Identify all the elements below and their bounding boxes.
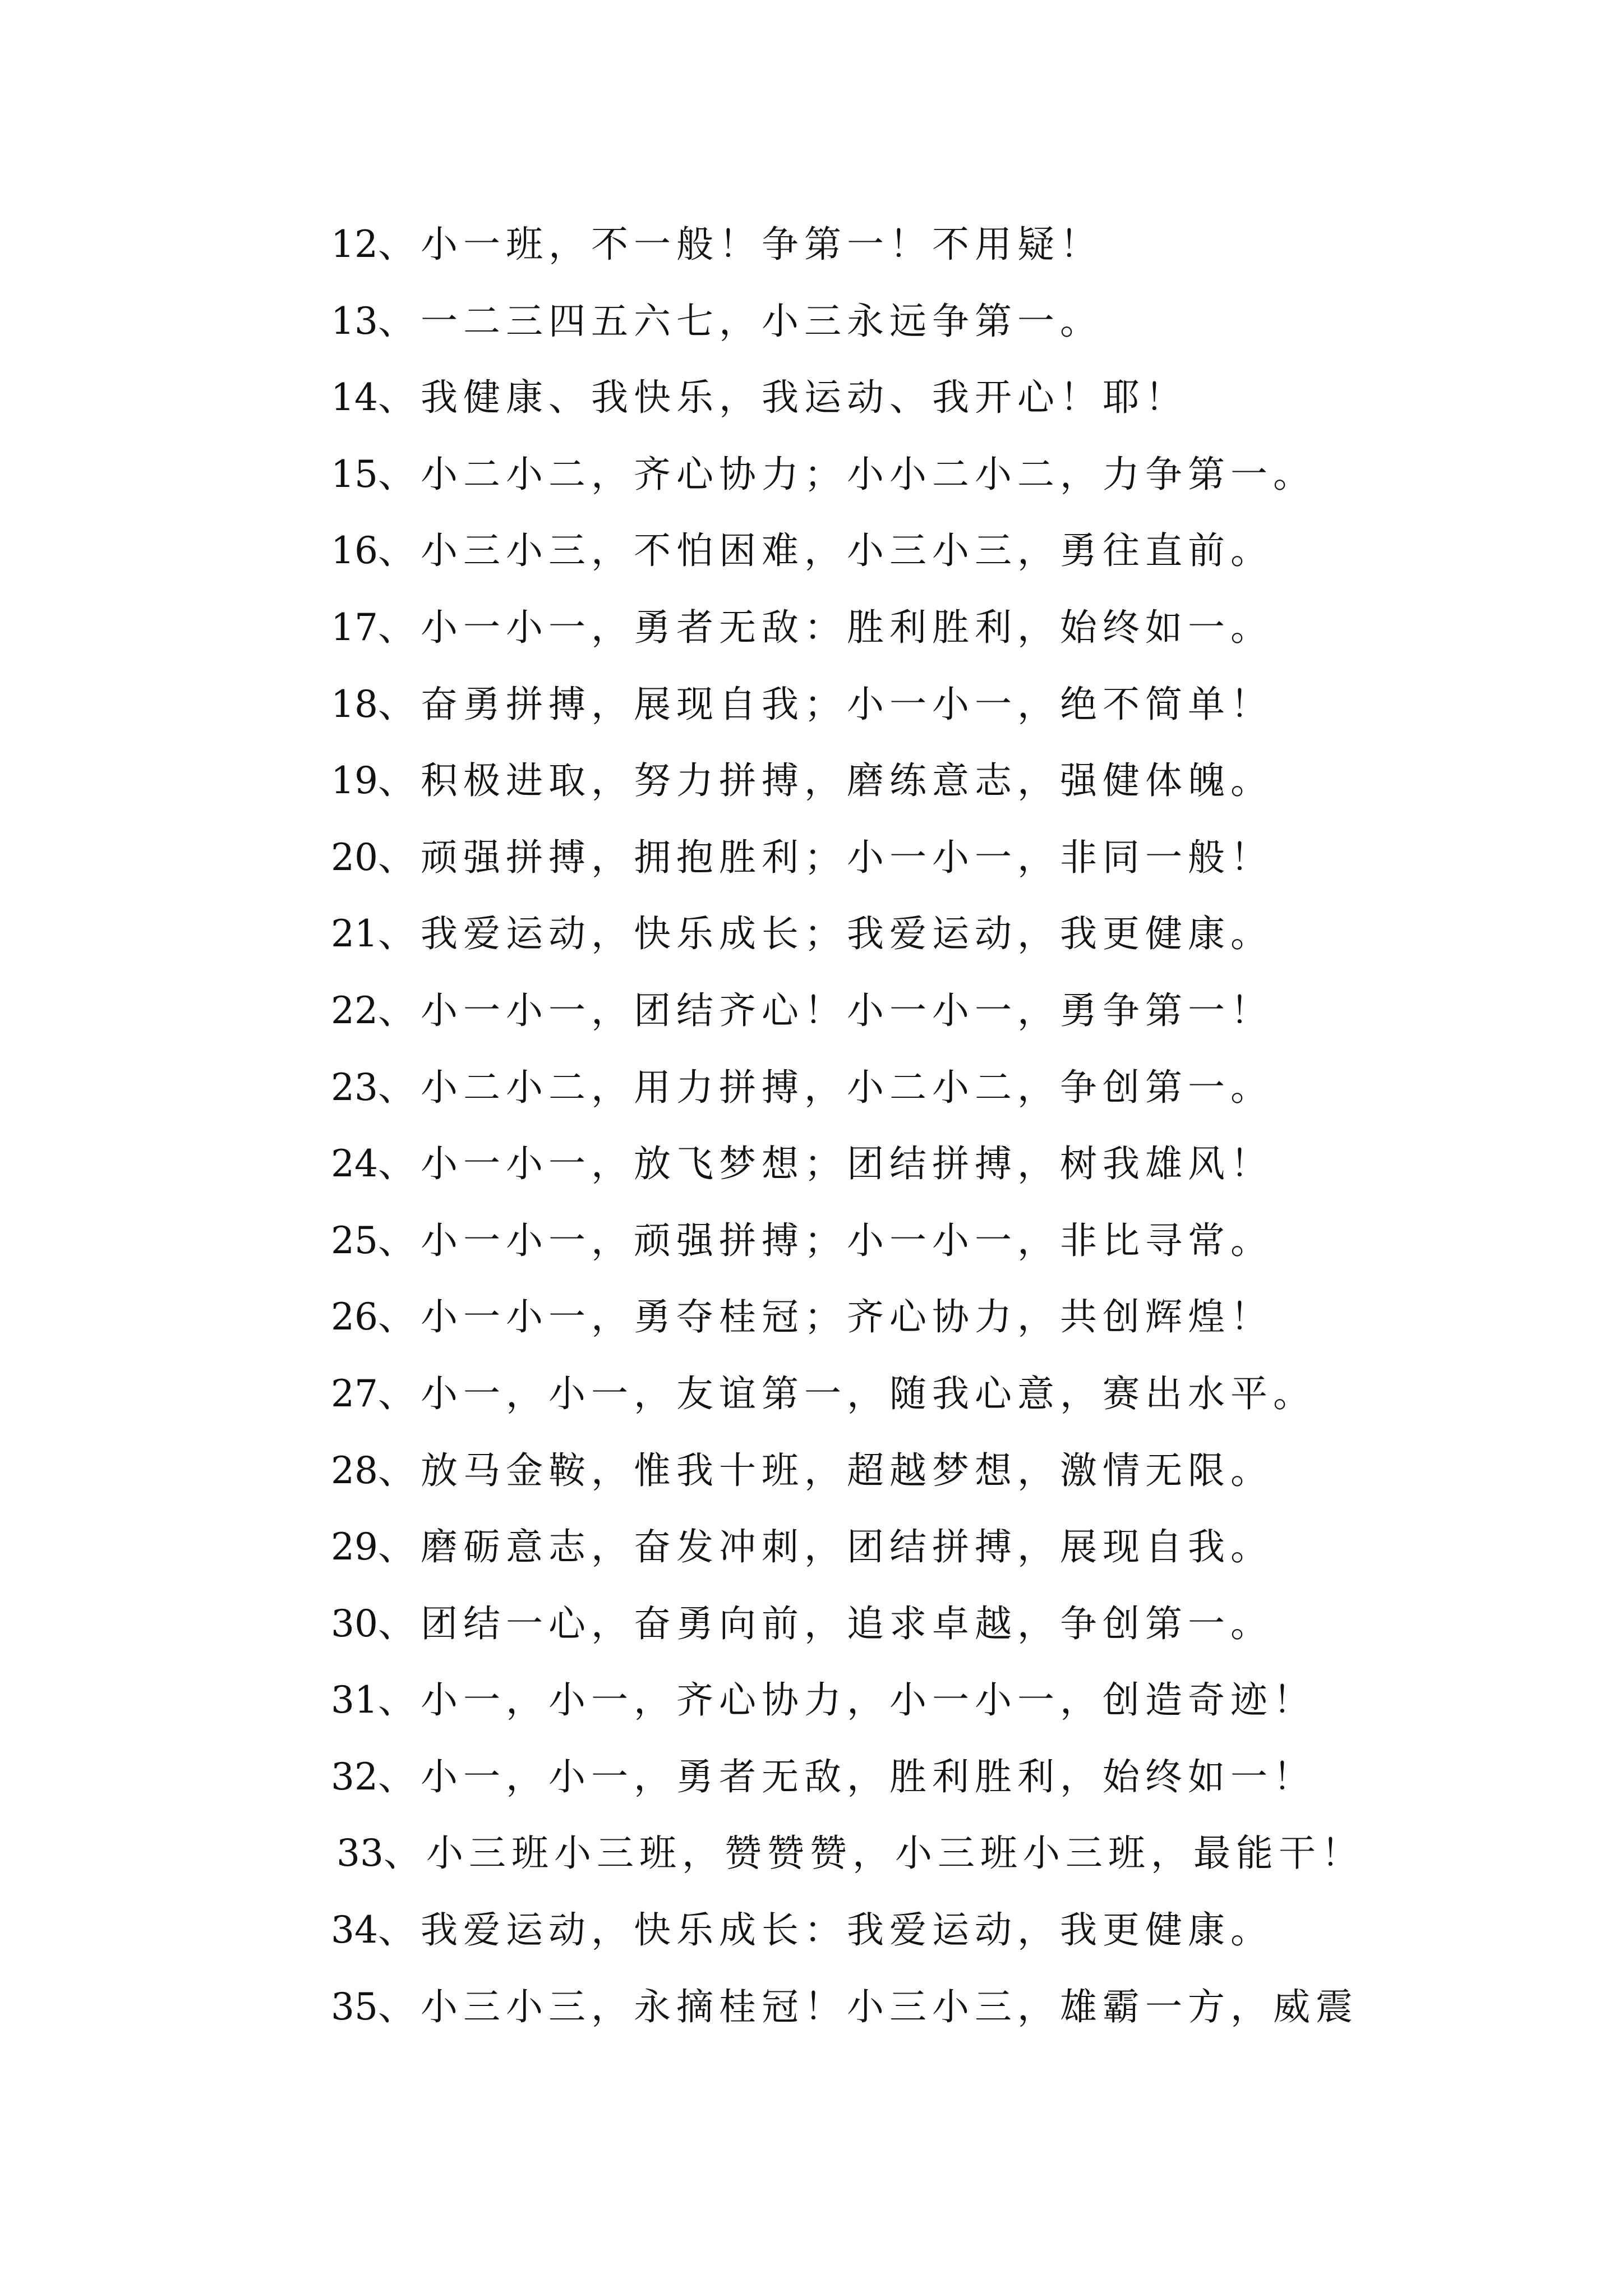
line-number: 24 — [331, 1142, 378, 1186]
line-number: 19 — [331, 759, 378, 803]
line-text: 、我爱运动，快乐成长：我爱运动，我更健康。 — [377, 1908, 1273, 1952]
line-number: 25 — [331, 1218, 378, 1262]
slogan-line — [331, 1815, 1565, 1892]
line-text: 、小一小一，顽强拼搏；小一小一，非比寻常。 — [377, 1218, 1273, 1262]
slogan-line — [331, 283, 1565, 360]
slogan-line — [331, 1356, 1565, 1433]
slogan-line — [331, 820, 1565, 896]
line-text: 、积极进取，努力拼搏，磨练意志，强健体魄。 — [377, 759, 1273, 803]
slogan-line — [331, 513, 1565, 590]
slogan-line — [331, 1739, 1565, 1816]
line-number: 26 — [331, 1295, 378, 1339]
line-number: 34 — [331, 1908, 378, 1952]
line-text: 、团结一心，奋勇向前，追求卓越，争创第一。 — [377, 1602, 1273, 1645]
line-number: 29 — [331, 1525, 378, 1569]
line-text: 、小二小二，齐心协力；小小二小二，力争第一。 — [377, 452, 1316, 496]
line-text: 、小三小三，不怕困难，小三小三，勇往直前。 — [377, 529, 1273, 573]
line-number: 18 — [331, 682, 378, 726]
slogan-line — [331, 1050, 1565, 1126]
line-number: 15 — [331, 452, 378, 496]
slogan-line — [331, 1509, 1565, 1586]
slogan-line — [331, 1203, 1565, 1280]
line-text: 、小二小二，用力拼搏，小二小二，争创第一。 — [377, 1065, 1273, 1109]
line-text: 、顽强拼搏，拥抱胜利；小一小一，非同一般！ — [377, 835, 1273, 879]
line-text: 、我爱运动，快乐成长；我爱运动，我更健康。 — [377, 912, 1273, 956]
line-text: 、放马金鞍，惟我十班，超越梦想，激情无限。 — [377, 1448, 1273, 1492]
line-number: 32 — [331, 1755, 378, 1798]
line-text: 、小一，小一，齐心协力，小一小一，创造奇迹！ — [377, 1678, 1316, 1722]
line-number: 22 — [331, 988, 378, 1032]
line-number: 31 — [331, 1678, 378, 1722]
line-text: 、磨砺意志，奋发冲刺，团结拼搏，展现自我。 — [377, 1525, 1273, 1569]
slogan-line — [331, 1279, 1565, 1356]
slogan-line — [331, 206, 1565, 283]
slogan-line — [331, 1586, 1565, 1663]
line-number: 35 — [331, 1985, 378, 2028]
slogan-line — [331, 666, 1565, 743]
line-text: 、小三班小三班，赞赞赞，小三班小三班，最能干！ — [383, 1832, 1364, 1875]
line-number: 14 — [331, 376, 378, 420]
line-text: 、小一小一，团结齐心！小一小一，勇争第一！ — [377, 988, 1273, 1032]
line-text: 、小一，小一，友谊第一，随我心意，赛出水平。 — [377, 1372, 1316, 1415]
slogan-line — [331, 1126, 1565, 1203]
slogan-line — [331, 360, 1565, 436]
slogan-line — [331, 436, 1565, 513]
line-text: 、小三小三，永摘桂冠！小三小三，雄霸一方，威震 — [377, 1985, 1358, 2028]
line-text: 、小一小一，放飞梦想；团结拼搏，树我雄风！ — [377, 1142, 1273, 1186]
line-number: 12 — [331, 223, 378, 266]
line-number: 13 — [331, 299, 378, 343]
line-number: 20 — [331, 835, 378, 879]
slogan-line — [331, 743, 1565, 820]
line-number: 33 — [336, 1832, 384, 1875]
slogan-list — [331, 206, 1565, 2045]
slogan-line — [331, 1662, 1565, 1739]
slogan-line — [331, 1433, 1565, 1510]
line-number: 21 — [331, 912, 378, 956]
line-text: 、小一小一，勇夺桂冠；齐心协力，共创辉煌！ — [377, 1295, 1273, 1339]
slogan-line — [331, 1892, 1565, 1969]
slogan-line — [331, 896, 1565, 973]
slogan-line — [331, 1969, 1565, 2046]
slogan-line — [331, 590, 1565, 666]
line-number: 28 — [331, 1448, 378, 1492]
line-text: 、一二三四五六七，小三永远争第一。 — [377, 299, 1103, 343]
line-number: 23 — [331, 1065, 378, 1109]
line-number: 17 — [331, 605, 378, 649]
line-number: 16 — [331, 529, 378, 573]
line-text: 、小一小一，勇者无敌：胜利胜利，始终如一。 — [377, 605, 1273, 649]
line-text: 、奋勇拼搏，展现自我；小一小一，绝不简单！ — [377, 682, 1273, 726]
slogan-line — [331, 973, 1565, 1050]
line-text: 、我健康、我快乐，我运动、我开心！耶！ — [377, 376, 1188, 420]
line-text: 、小一，小一，勇者无敌，胜利胜利，始终如一！ — [377, 1755, 1316, 1798]
line-number: 27 — [331, 1372, 378, 1415]
line-number: 30 — [331, 1602, 378, 1645]
line-text: 、小一班，不一般！争第一！不用疑！ — [377, 223, 1103, 266]
